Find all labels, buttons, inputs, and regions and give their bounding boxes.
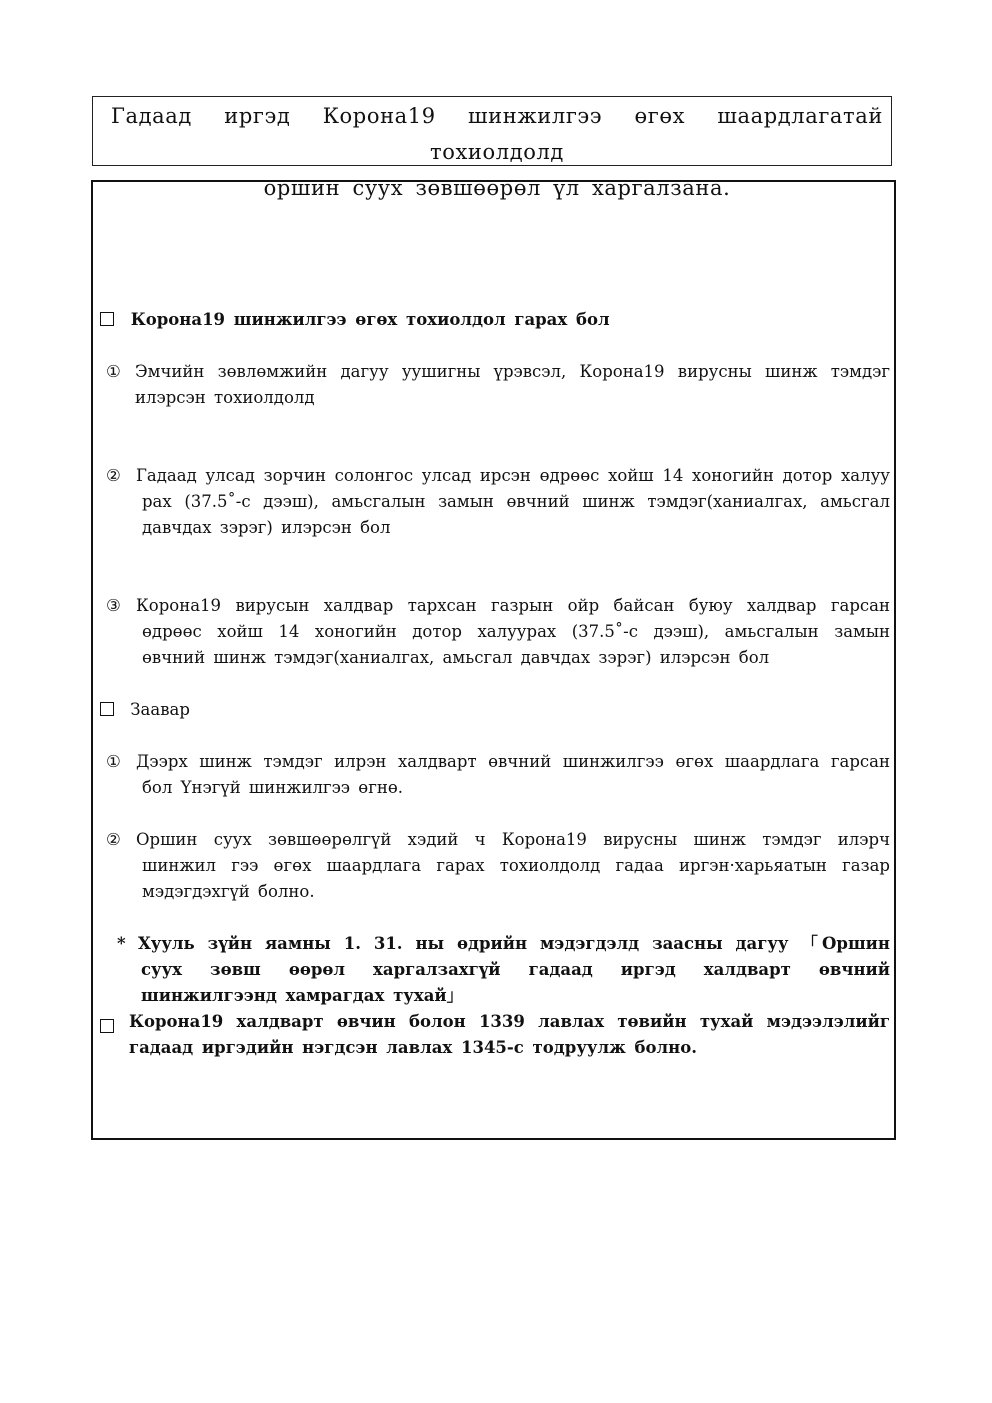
section1-item-1-text: Эмчийн зөвлөмжийн дагуу уушигны үрэвсэл, Корона19 вирусны шинж тэмдэг илэрсэн тохиолдолд	[135, 362, 890, 407]
section2-heading: Заавар	[130, 700, 190, 719]
section1-heading-row	[100, 307, 890, 333]
circled-number-3: ③	[106, 596, 121, 615]
note-text: Хууль зүйн яамны 1. 31. ны өдрийн мэдэгдэлд заасны дагуу 「Оршин суух зөвш өөрөл харгалзахгүй гадаад иргэд халдварт өвчний шинжилгээнд хамрагдах тухай」	[138, 934, 890, 1005]
section2-item-2	[106, 827, 890, 905]
circled-number-1: ①	[106, 362, 121, 381]
section2-heading-row	[100, 697, 890, 723]
section3	[100, 1009, 890, 1061]
title-line-1: Гадаад иргэд Корона19 шинжилгээ өгөх шаардлагатай тохиолдолд	[111, 104, 883, 164]
title-line-2: оршин суух зөвшөөрөл үл харгалзана.	[263, 176, 731, 200]
section1-item-3-text: Корона19 вирусын халдвар тархсан газрын ойр байсан буюу халдвар гарсан өдрөөс хойш 14 хоногийн дотор халуурах (37.5˚-с дээш), амьсгалын замын өвчний шинж тэмдэг(ханиалгах, амьсгал давчдах зэрэг) илэрсэн бол	[136, 596, 890, 667]
asterisk-marker: *	[117, 934, 126, 953]
square-bullet-icon	[100, 312, 114, 326]
section1-item-1	[106, 359, 890, 411]
section1-item-2-text: Гадаад улсад зорчин солонгос улсад ирсэн өдрөөс хойш 14 хоногийн дотор халуу рах (37.5˚-с дээш), амьсгалын замын өвчний шинж тэмдэг(ханиалгах, амьсгал давчдах зэрэг) илэрсэн бол	[136, 466, 890, 537]
circled-number-1: ①	[106, 752, 121, 771]
section1-item-2	[106, 463, 890, 541]
square-bullet-icon	[100, 1014, 114, 1040]
section2-item-1	[106, 749, 890, 801]
title-box	[92, 96, 892, 200]
note	[117, 931, 890, 1009]
square-bullet-icon	[100, 702, 114, 716]
section2-item-2-text: Оршин суух зөвшөөрөлгүй хэдий ч Корона19 вирусны шинж тэмдэг илэрч шинжил гээ өгөх шаардлага гарах тохиолдолд гадаа иргэн·харьяатын газар мэдэгдэхгүй болно.	[136, 830, 890, 901]
section3-text: Корона19 халдварт өвчин болон 1339 лавлах төвийн тухай мэдээлэлийг гадаад иргэдийн нэгдсэн лавлах 1345-с тодруулж болно.	[129, 1012, 890, 1057]
section1-item-3	[106, 593, 890, 671]
circled-number-2: ②	[106, 466, 121, 485]
circled-number-2: ②	[106, 830, 121, 849]
section1-heading: Корона19 шинжилгээ өгөх тохиолдол гарах бол	[130, 310, 610, 329]
section2-item-1-text: Дээрх шинж тэмдэг илрэн халдварт өвчний шинжилгээ өгөх шаардлага гарсан бол Үнэгүй шинжилгээ өгнө.	[136, 752, 890, 797]
